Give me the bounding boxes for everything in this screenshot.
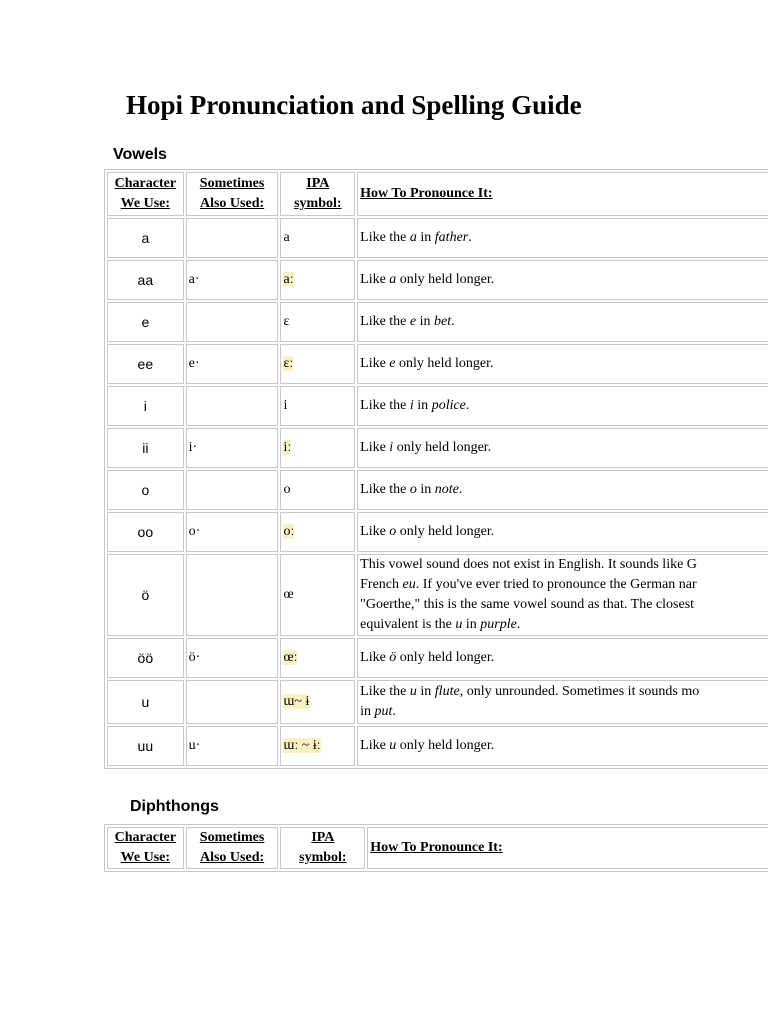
vowel-character: a — [107, 218, 184, 258]
vowel-character: i — [107, 386, 184, 426]
vowel-ipa-symbol: aː — [280, 260, 355, 300]
vowel-alternate-spelling — [186, 680, 279, 724]
vowel-pronunciation: Like the u in flute, only unrounded. Sometimes it sounds mo in put. — [357, 680, 768, 724]
vowel-row — [107, 470, 768, 510]
vowel-pronunciation: Like the a in father. — [357, 218, 768, 258]
diphthongs-table — [104, 824, 768, 872]
vowel-row — [107, 344, 768, 384]
vowels-header-row — [107, 172, 768, 216]
vowel-character: u — [107, 680, 184, 724]
vowels-table — [104, 169, 768, 769]
vowel-alternate-spelling — [186, 386, 279, 426]
vowel-alternate-spelling: ö· — [186, 638, 279, 678]
vowel-alternate-spelling: i· — [186, 428, 279, 468]
vowel-row — [107, 726, 768, 766]
vowel-pronunciation: Like the o in note. — [357, 470, 768, 510]
vowel-row — [107, 218, 768, 258]
header-ipa-symbol: IPA symbol: — [280, 172, 355, 216]
vowel-ipa-symbol: ɯ~ ɨ — [280, 680, 355, 724]
vowel-character: uu — [107, 726, 184, 766]
vowel-pronunciation: Like the i in police. — [357, 386, 768, 426]
page-title: Hopi Pronunciation and Spelling Guide — [126, 90, 582, 120]
vowel-row — [107, 512, 768, 552]
vowel-character: oo — [107, 512, 184, 552]
vowels-heading: Vowels — [113, 146, 167, 163]
vowel-pronunciation: Like o only held longer. — [357, 512, 768, 552]
vowel-pronunciation: Like the e in bet. — [357, 302, 768, 342]
vowel-ipa-symbol: œː — [280, 638, 355, 678]
diphthongs-heading: Diphthongs — [130, 798, 219, 815]
vowel-ipa-symbol: oː — [280, 512, 355, 552]
vowel-character: ö — [107, 554, 184, 636]
vowel-row — [107, 428, 768, 468]
vowel-row — [107, 302, 768, 342]
vowel-ipa-symbol: iː — [280, 428, 355, 468]
vowel-ipa-symbol: œ — [280, 554, 355, 636]
vowel-row — [107, 680, 768, 724]
vowel-alternate-spelling: o· — [186, 512, 279, 552]
vowel-ipa-symbol: ɛ — [280, 302, 355, 342]
vowel-pronunciation: Like a only held longer. — [357, 260, 768, 300]
header-ipa-symbol: IPA symbol: — [280, 827, 365, 869]
header-character: Character We Use: — [107, 827, 184, 869]
vowel-character: ii — [107, 428, 184, 468]
header-sometimes-used: Sometimes Also Used: — [186, 172, 279, 216]
vowel-ipa-symbol: ɯː ~ ɨː — [280, 726, 355, 766]
vowel-alternate-spelling — [186, 302, 279, 342]
vowel-ipa-symbol: ɛː — [280, 344, 355, 384]
header-character: Character We Use: — [107, 172, 184, 216]
vowel-pronunciation: This vowel sound does not exist in English. It sounds like G French eu. If you've ever tried to pronounce the German nar "Goerthe," this is the same vowel sound as that. The closest equivalent is the u in purple. — [357, 554, 768, 636]
vowel-alternate-spelling — [186, 218, 279, 258]
vowel-character: öö — [107, 638, 184, 678]
vowel-ipa-symbol: a — [280, 218, 355, 258]
vowel-alternate-spelling: e· — [186, 344, 279, 384]
vowel-alternate-spelling: u· — [186, 726, 279, 766]
vowel-row — [107, 386, 768, 426]
diphthongs-header-row — [107, 827, 768, 869]
vowel-pronunciation: Like u only held longer. — [357, 726, 768, 766]
vowel-character: o — [107, 470, 184, 510]
vowel-character: e — [107, 302, 184, 342]
vowel-ipa-symbol: o — [280, 470, 355, 510]
vowel-character: aa — [107, 260, 184, 300]
vowel-row — [107, 554, 768, 636]
vowel-pronunciation: Like ö only held longer. — [357, 638, 768, 678]
vowel-alternate-spelling: a· — [186, 260, 279, 300]
vowel-row — [107, 260, 768, 300]
vowel-row — [107, 638, 768, 678]
vowel-pronunciation: Like e only held longer. — [357, 344, 768, 384]
vowel-pronunciation: Like i only held longer. — [357, 428, 768, 468]
header-sometimes-used: Sometimes Also Used: — [186, 827, 279, 869]
vowel-character: ee — [107, 344, 184, 384]
header-how-to-pronounce: How To Pronounce It: — [357, 172, 768, 216]
vowel-alternate-spelling — [186, 470, 279, 510]
vowel-ipa-symbol: i — [280, 386, 355, 426]
header-how-to-pronounce: How To Pronounce It: — [367, 827, 768, 869]
vowel-alternate-spelling — [186, 554, 279, 636]
